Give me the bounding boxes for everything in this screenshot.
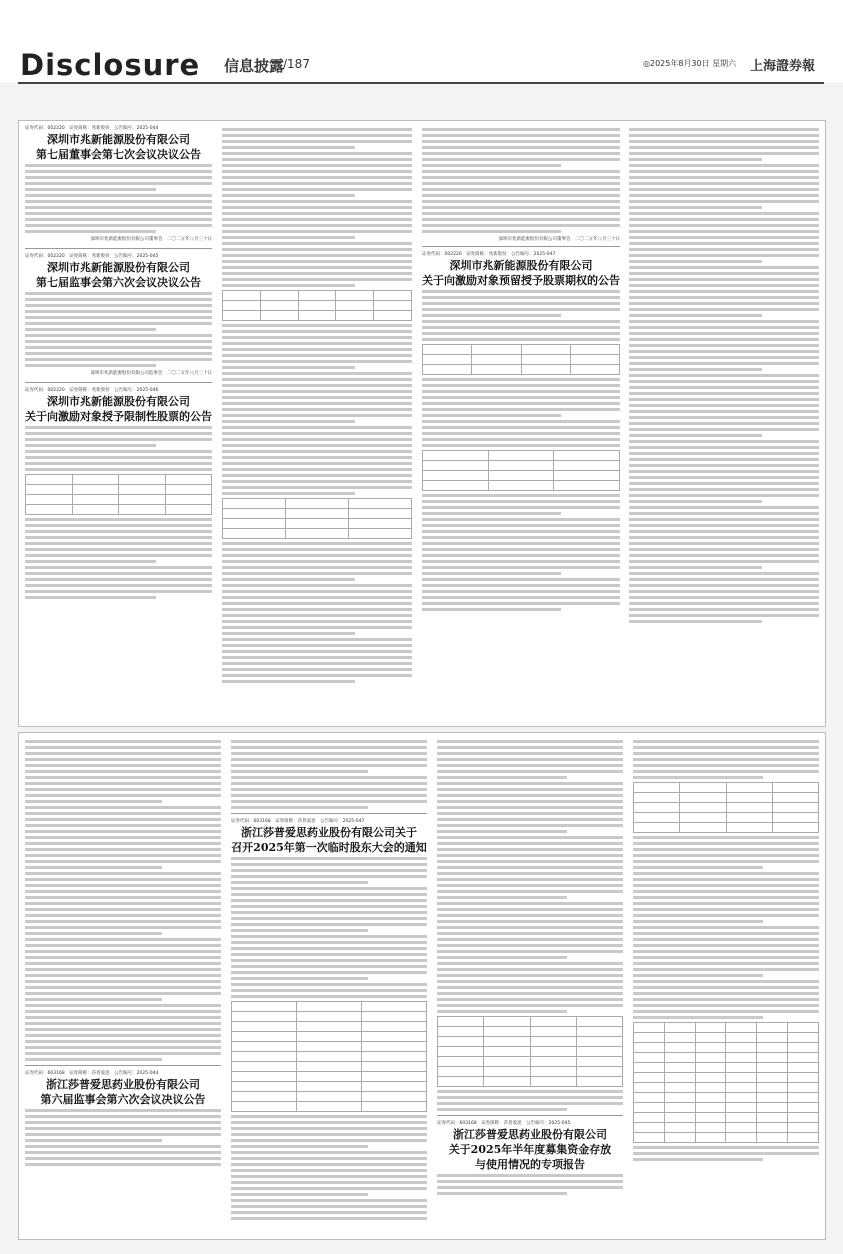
issue-date: ◎2025年8月30日 星期六 [643,59,737,68]
announcement-zhejiang-meeting [231,818,427,1220]
section-title: 信息披露 [224,57,285,75]
bottom-column-2 [231,737,427,1235]
announcement-title-line: 深圳市兆新能源股份有限公司 [449,259,593,272]
fund-usage-table [633,1022,819,1143]
announcement-board-resolution [25,125,212,242]
announcement-meta: 证券代码：002220 证券简称：兆新股份 公告编号：2025-047 [422,252,556,257]
announcement-title-line: 深圳市兆新能源股份有限公司 [47,261,190,274]
option-grant-table [422,344,620,375]
top-column-2 [222,125,412,721]
announcement-meta: 证券代码：603168 证券简称：莎普爱思 公告编号：2025-044 [25,1071,159,1076]
announcement-meta: 证券代码：002220 证券简称：兆新股份 公告编号：2025-045 [25,254,159,259]
announcement-title-line: 浙江莎普爱思药业股份有限公司 [453,1128,607,1141]
announcement-title-line: 第七届监事会第六次会议决议公告 [36,276,201,289]
announcement-meta: 证券代码：002220 证券简称：兆新股份 公告编号：2025-046 [25,388,159,393]
announcement-signature: 深圳市兆新能源股份有限公司监事会 二〇二五年八月三十日 [90,371,212,376]
top-column-4 [629,125,819,721]
bottom-announcement-area [18,732,826,1240]
announcement-supervisory-resolution [25,253,212,376]
bottom-column-3 [437,737,623,1235]
fund-balance-table [633,782,819,833]
bottom-column-4 [633,737,819,1235]
announcement-title-line: 深圳市兆新能源股份有限公司 [47,395,190,408]
announcement-title-line: 与使用情况的专项报告 [475,1158,585,1171]
announcement-option-grant [422,251,620,611]
top-announcement-area [18,120,826,727]
announcement-signature: 深圳市兆新能源股份有限公司董事会 二〇二五年八月三十日 [90,237,212,242]
proxy-form-table [437,1016,623,1087]
announcement-title-line: 第七届董事会第七次会议决议公告 [36,148,201,161]
header-rule [18,82,824,84]
announcement-restricted-stock [25,387,212,599]
exercise-schedule-table [422,450,620,491]
proposal-table [231,1001,427,1112]
announcement-title-line: 关于向激励对象授予限制性股票的公告 [25,410,212,423]
unlock-schedule-table [222,498,412,539]
top-column-3 [422,125,620,721]
announcement-title-line: 深圳市兆新能源股份有限公司 [47,133,190,146]
top-column-1 [25,125,212,721]
announcement-title-line: 关于2025年半年度募集资金存放 [448,1143,612,1156]
newspaper-name: 上海證券報 [750,59,816,74]
announcement-meta: 证券代码：603168 证券简称：莎普爱思 公告编号：2025-045 [437,1121,571,1126]
announcement-meta: 证券代码：002220 证券简称：兆新股份 公告编号：2025-044 [25,126,159,131]
announcement-title-line: 浙江莎普爱思药业股份有限公司 [46,1078,200,1091]
page-number: /187 [283,57,310,71]
announcement-title-line: 浙江莎普爱思药业股份有限公司关于 [241,826,417,839]
option-allocation-table [222,290,412,321]
allocation-table [25,474,212,515]
announcement-title-line: 召开2025年第一次临时股东大会的通知 [231,841,427,854]
announcement-signature: 深圳市兆新能源股份有限公司董事会 二〇二五年八月三十日 [498,237,620,242]
section-brand: Disclosure [20,48,201,82]
page-header [0,0,843,82]
announcement-title-line: 关于向激励对象预留授予股票期权的公告 [422,274,620,287]
announcement-zhejiang-fund-report [437,1120,623,1195]
announcement-zhejiang-supervisory [25,1070,221,1166]
announcement-meta: 证券代码：603168 证券简称：莎普爱思 公告编号：2025-047 [231,819,365,824]
announcement-title-line: 第六届监事会第六次会议决议公告 [40,1093,206,1106]
bottom-column-1 [25,737,221,1235]
